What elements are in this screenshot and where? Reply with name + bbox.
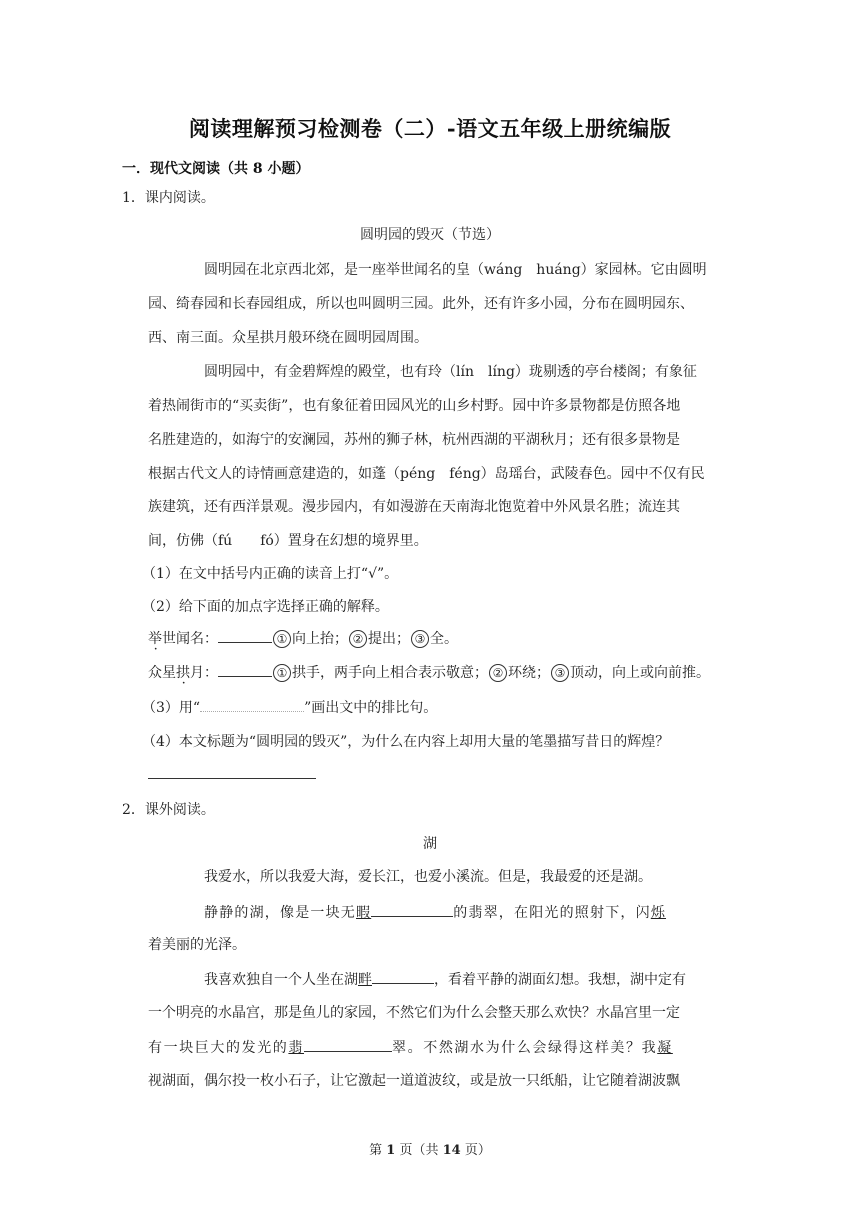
passage-1-line: 圆明园中，有金碧辉煌的殿堂，也有玲（lín líng）珑剔透的亭台楼阁；有象征 — [204, 364, 697, 380]
answer-blank[interactable] — [371, 902, 453, 917]
passage-1-line: 间，仿佛（fú fó）置身在幻想的境界里。 — [148, 533, 428, 549]
option-row-1-head: 世闻名： — [162, 631, 218, 647]
section-heading: 一．现代文阅读（共 8 小题） — [122, 161, 310, 177]
text: 的翡翠，在阳光的照射下，闪 — [453, 905, 651, 921]
question-1-label: 1．课内阅读。 — [122, 190, 215, 206]
answer-blank[interactable] — [218, 662, 272, 677]
text: 有一块巨大的发光的 — [148, 1040, 289, 1056]
passage-1-line: 西、南三面。众星拱月般环绕在圆明园周围。 — [148, 330, 428, 346]
text: 我喜欢独自一个人坐在湖 — [204, 972, 358, 988]
circled-number: ② — [349, 630, 367, 648]
passage-2-title: 湖 — [423, 836, 437, 852]
underlined-char: 凝 — [657, 1040, 673, 1056]
underlined-char: 烁 — [650, 905, 667, 921]
option-row-2-head: 众星 — [148, 665, 176, 681]
passage-1-line: 园、绮春园和长春园组成，所以也叫圆明三园。此外，还有许多小园，分布在圆明园东、 — [148, 296, 694, 312]
option-text: 提出； — [368, 631, 410, 647]
passage-1-line: 着热闹街市的“买卖街”，也有象征着田园风光的山乡村野。园中许多景物都是仿照各地 — [148, 398, 681, 414]
sub-question-1: （1）在文中括号内正确的读音上打“√”。 — [142, 566, 399, 582]
footer-text: 页（共 — [395, 1143, 443, 1158]
wavy-line-sample — [200, 697, 304, 712]
circled-number: ③ — [551, 664, 569, 682]
text: 静静的湖，像是一块无 — [204, 905, 356, 921]
passage-2-line: 我爱水，所以我爱大海，爱长江，也爱小溪流。但是，我最爱的还是湖。 — [204, 869, 652, 885]
passage-2-line: 一个明亮的水晶宫，那是鱼儿的家园，不然它们为什么会整天那么欢快？水晶宫里一定 — [148, 1005, 680, 1021]
option-row-2-head: 月： — [190, 665, 218, 681]
option-text: 向上抬； — [292, 631, 348, 647]
sub-question-4: （4）本文标题为“圆明园的毁灭”，为什么在内容上却用大量的笔墨描写昔日的辉煌？ — [142, 734, 670, 750]
underlined-char: 畔 — [358, 972, 372, 988]
circled-number: ② — [489, 664, 507, 682]
dotted-char: 拱 — [176, 665, 190, 681]
answer-blank[interactable] — [218, 628, 272, 643]
passage-1-line: 根据古代文人的诗情画意建造的，如蓬（péng féng）岛瑶台，武陵春色。园中不仅有民 — [148, 466, 705, 482]
text: 翠。不然湖水为什么会绿得这样美？我 — [392, 1040, 658, 1056]
answer-line[interactable] — [148, 778, 316, 779]
circled-number: ③ — [411, 630, 429, 648]
circled-number: ① — [273, 630, 291, 648]
sub-question-2: （2）给下面的加点字选择正确的解释。 — [142, 599, 389, 615]
answer-blank[interactable] — [372, 969, 434, 984]
option-text: 环绕； — [508, 665, 550, 681]
passage-1-line: 族建筑，还有西洋景观。漫步园内，有如漫游在天南海北饱览着中外风景名胜；流连其 — [148, 499, 680, 515]
option-text: 全。 — [430, 631, 458, 647]
total-pages: 14 — [442, 1143, 461, 1158]
sub-question-3 — [142, 697, 437, 718]
option-row-1 — [148, 628, 458, 649]
passage-2-line — [204, 969, 686, 990]
passage-1-title: 圆明园的毁灭（节选） — [360, 227, 500, 243]
question-2-label: 2．课外阅读。 — [122, 802, 215, 818]
underlined-char: 暇 — [356, 905, 372, 921]
underlined-char: 翡 — [288, 1040, 305, 1056]
passage-1-line: 圆明园在北京西北郊，是一座举世闻名的皇（wáng huáng）家园林。它由圆明 — [204, 262, 707, 278]
answer-blank[interactable] — [304, 1037, 392, 1052]
text: ，看着平静的湖面幻想。我想，湖中定有 — [434, 972, 686, 988]
passage-1-line: 名胜建造的，如海宁的安澜园，苏州的狮子林，杭州西湖的平湖秋月；还有很多景物是 — [148, 432, 680, 448]
page-number: 1 — [386, 1143, 396, 1158]
passage-2-line: 视湖面，偶尔投一枚小石子，让它激起一道道波纹，或是放一只纸船，让它随着湖波飘 — [148, 1073, 680, 1089]
sub-question-3-text: ”画出文中的排比句。 — [304, 700, 438, 716]
passage-2-line — [148, 1037, 673, 1058]
option-row-2 — [148, 662, 710, 683]
page-footer — [0, 1139, 860, 1158]
sub-question-3-text: （3）用“ — [142, 700, 201, 716]
footer-text: 第 — [369, 1143, 387, 1158]
passage-2-line — [204, 902, 666, 923]
passage-2-line: 着美丽的光泽。 — [148, 937, 246, 953]
dotted-char: 举 — [148, 631, 162, 647]
page-title: 阅读理解预习检测卷（二）-语文五年级上册统编版 — [188, 116, 672, 141]
option-text: 顶动，向上或向前推。 — [570, 665, 710, 681]
option-text: 拱手，两手向上相合表示敬意； — [292, 665, 488, 681]
footer-text: 页） — [460, 1143, 491, 1158]
circled-number: ① — [273, 664, 291, 682]
